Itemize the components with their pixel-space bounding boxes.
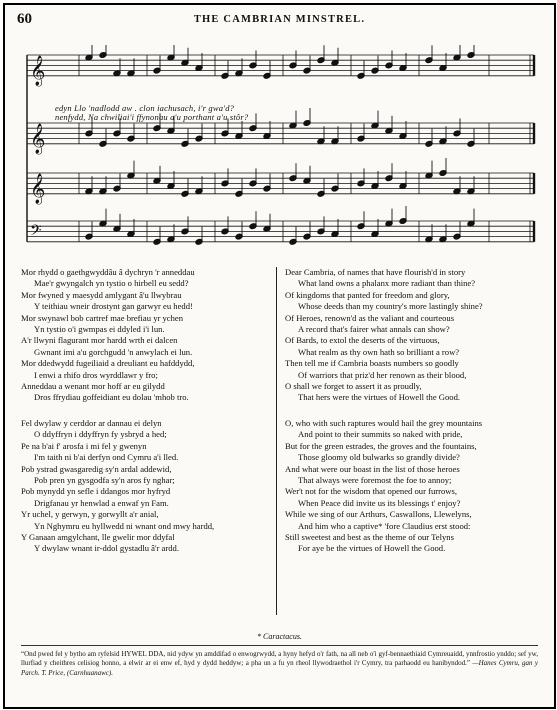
verse-line: That always were foremost the foe to annoy; (298, 474, 452, 485)
verse-line: Of kingdoms that panted for freedom and glory, (285, 289, 450, 300)
verse-line: Mor ddedwydd fugeiliaid a dreuliant eu hafddydd, (21, 358, 195, 369)
lyric-line-1: edyn Llo 'nadlodd aw . clon iachusach, i'r gwa'd? (55, 103, 235, 113)
verse-line: Pe na b'ai f' arosfa i mi fel y gwenyn (21, 440, 147, 451)
verse-line: Yn tystio o'i gwmpas ei ddyled i'i lun. (34, 324, 165, 335)
verse-line: Dear Cambria, of names that have flourish'd in story (285, 267, 466, 277)
welsh-verse-column (21, 267, 266, 569)
verse-line: O, who with such raptures would hail the grey mountains (285, 417, 483, 428)
verse-line: Of warriors that priz'd her renown as their blood, (298, 369, 467, 380)
verse-line: A record that's fairer what annals can show? (298, 324, 450, 335)
verse-line: Anneddau a wenant mor hoff ar eu gilydd (21, 381, 165, 392)
english-verse-column (285, 267, 547, 569)
page-number: 60 (17, 11, 32, 27)
welsh-stanza-2 (21, 418, 266, 555)
footnote-caractacus: * Caractacus. (257, 632, 302, 641)
verse-line: While we sing of our Arthurs, Caswallons, Llewelyns, (285, 509, 472, 520)
footnote-citation: —Hanes Cymru, gan y Parch. T. Price, (Carnhuanawc). (21, 659, 538, 677)
verse-line: Mae'r gwyngalch yn tystio o hirbell eu sedd? (34, 278, 189, 289)
verse-line: When Peace did invite us its blessings t' enjoy? (298, 497, 461, 508)
verse-line: A'r llwyni flagurant mor hardd wrth ei dalcen (21, 335, 178, 346)
verse-line: Mor rhydd o gaethgwyddâu â dychryn 'r anneddau (21, 267, 195, 277)
verse-line: And point to their summits so naked with pride, (298, 429, 463, 440)
verse-line: That hers were the virtues of Howell the Good. (298, 392, 461, 403)
verse-line: Whose deeds than my country's more lastingly shine? (298, 301, 483, 312)
notes (85, 45, 475, 245)
verse-line: Dros ffrydiau goffeidiant eu dolau 'mhob tro. (34, 392, 189, 403)
verse-line: And what were our boast in the list of those heroes (285, 463, 460, 474)
page-header (5, 5, 554, 35)
verse-line: Wer't not for the wisdom that opened our furrows, (285, 486, 457, 497)
verse-line: What realm as thy own hath so brilliant a row? (298, 346, 460, 357)
lyric-line-2: nenfydd, Na chwiliai'i ffynonau a'u porthant a'u stôr? (55, 112, 249, 122)
verse-line: I'm taith ni b'ai derfyn ond Cymru a'i lled. (34, 452, 179, 463)
verse-line: Yr uchel, y gerwyn, y gorwyllt a'r anial, (21, 509, 159, 520)
verse-line: Still sweetest and best as the theme of our Telyns (285, 531, 454, 542)
footnote-quotation (21, 650, 538, 678)
treble-clef: 𝄞 (30, 123, 46, 154)
english-stanza-2 (285, 418, 547, 555)
verse-line: Pob pren yn gysgodfa sy'n aros fy nghar; (34, 474, 175, 485)
footnote-rule (21, 645, 538, 646)
verse-line: Then tell me if Cambria boasts numbers so goodly (285, 358, 459, 369)
verse-line: Y Ganaan amgylchant, lle gwelir mor ddyfal (21, 531, 175, 542)
bass-clef: 𝄢 (30, 221, 42, 243)
english-stanza-1 (285, 267, 547, 404)
book-page (3, 3, 556, 709)
verse-line: Those gloomy old bulwarks so grandly divide? (298, 452, 460, 463)
verse-line: Of Heroes, renown'd as the valiant and courteous (285, 312, 455, 323)
treble-clef: 𝄞 (30, 173, 46, 204)
verse-line: What land owns a phalanx more radiant than thine? (298, 278, 476, 289)
verse-line: Pob mynydd yn sefle i ddangos mor hyfryd (21, 486, 171, 497)
running-title: THE CAMBRIAN MINSTREL. (193, 14, 366, 25)
verse-line: O ddyffryn i ddyffryn fy ysbryd a hed; (34, 429, 167, 440)
verse-line: Y dwylaw wnant ir-ddol gystadlu â'r ardd. (34, 543, 179, 554)
music-score (19, 45, 539, 260)
verse-line: Yn Nghymru eu hyllwedd ni wnant ond mwy hardd, (34, 520, 215, 531)
verse-line: O shall we forget to assert it as proudly, (285, 381, 422, 392)
verse-line: Drigfanau yr henwlad a enwaf yn Fam. (34, 497, 169, 508)
welsh-stanza-1 (21, 267, 266, 404)
verse-line: And him who a captive* 'fore Claudius erst stood: (298, 520, 471, 531)
verse-line: For aye be the virtues of Howell the Good. (298, 543, 446, 554)
verse-line: Of Bards, to extol the deserts of the virtuous, (285, 335, 440, 346)
verse-line: Mor swynawl bob cartref mae brefiau yr ychen (21, 312, 184, 323)
verse-line: But for the green estrades, the groves and the fountains, (285, 440, 477, 451)
verse-line: Gwnant imi a'u gorchgudd 'n anwylach ei lun. (34, 346, 193, 357)
clefs (30, 55, 45, 243)
column-divider (276, 267, 277, 615)
verse-line: Mor fwyned y maesydd amlygant â'u llwybrau (21, 289, 182, 300)
treble-clef: 𝄞 (30, 55, 46, 86)
verse-line: I enwi a rhifo dros wyrddlawr y fro; (34, 369, 158, 380)
verse-line: Pob ystrad gwasgaredig sy'n ardal addewid, (21, 463, 172, 474)
staff-lines (27, 55, 534, 242)
verse-line: Fel dwylaw y cerddor ar dannau ei delyn (21, 417, 162, 428)
footnote-text: “Ond pwed fel y bytho am ryfelsid HYWEL DDA, nid ydyw yn amddifad o enwogrwydd, a hyny hefyd o'r fath, na all neb o'i gyf-bennaethiaid Cymreuaidd, ynnfrostio ynddo; sef yw, llurfiad y cheithres celisiog honno, a elwir ar ei enw ef, hyd y dydd heddyw; a pha un a fu yn rheol llywodraethol i'r Cymry, tra parhaodd eu hanibyndod.” (21, 650, 538, 668)
verse-line: Y teithiau wneir drostynt gan garwyr eu hedd! (34, 301, 193, 312)
